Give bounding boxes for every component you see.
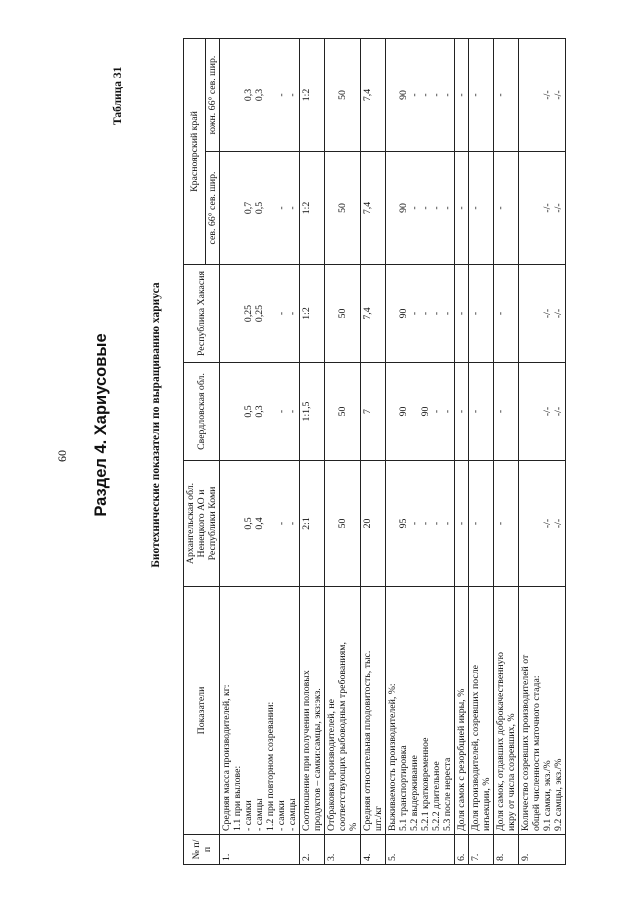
cell-line: 1.1 при вылове:: [232, 765, 243, 831]
cell-sverdlovsk: [455, 363, 469, 461]
cell-line: -: [409, 521, 420, 526]
cell-line: -: [409, 206, 420, 210]
cell-line: 2:1: [301, 517, 312, 530]
cell-line: -: [470, 311, 481, 316]
cell-khakassia: [494, 265, 519, 363]
cell-krasnoyarsk-south: [519, 39, 566, 152]
indicators-table: [183, 38, 566, 865]
cell-indicator: [220, 587, 300, 835]
cell-line: 1:1,5: [301, 401, 312, 422]
cell-line: %: [348, 822, 359, 831]
cell-line: 50: [337, 308, 348, 319]
table-row: [325, 39, 361, 865]
cell-arkhangelsk: [494, 461, 519, 587]
cell-line: -: [431, 206, 442, 210]
cell-krasnoyarsk-north: [519, 152, 566, 265]
cell-line: -: [420, 311, 431, 316]
cell-line: [520, 268, 531, 359]
cell-sverdlovsk: [300, 363, 325, 461]
cell-line: -: [409, 93, 420, 97]
cell-line: [326, 268, 337, 359]
cell-line: [265, 366, 276, 457]
cell-line: -: [470, 93, 481, 97]
cell-line: 5.1 транспортировка: [398, 745, 409, 831]
cell-line: -/-: [542, 518, 553, 529]
cell-indicator: [325, 587, 361, 835]
table-title: Биотехнические показатели по выращиванию хариуса: [150, 282, 162, 568]
cell-line: Соотношение при получении половых: [301, 670, 312, 831]
cell-indicator: [386, 587, 455, 835]
cell-line: соответствующих рыбоводным требованиям,: [337, 642, 348, 831]
cell-line: Средняя масса производителей, кг:: [221, 684, 232, 831]
cell-line: - самки: [243, 800, 254, 831]
cell-line: 1:2: [301, 307, 312, 320]
header-num: № п/п: [184, 835, 220, 865]
cell-sverdlovsk: [469, 363, 494, 461]
cell-line: -: [495, 311, 506, 316]
cell-line: -: [470, 521, 481, 526]
cell-line: [265, 155, 276, 261]
cell-krasnoyarsk-north: [386, 152, 455, 265]
cell-arkhangelsk: [220, 461, 300, 587]
header-indicator: Показатели: [184, 587, 220, 835]
cell-line: [326, 155, 337, 261]
cell-indicator: [519, 587, 566, 835]
cell-line: 7,4: [362, 201, 373, 215]
table-row: [455, 39, 469, 865]
cell-sverdlovsk: [325, 363, 361, 461]
cell-line: 0,7: [243, 201, 254, 215]
cell-line: -: [276, 409, 287, 414]
cell-line: -: [287, 311, 298, 316]
cell-number: 5.: [386, 835, 455, 865]
cell-line: -: [456, 521, 467, 526]
cell-line: -: [287, 93, 298, 97]
table-row: [300, 39, 325, 865]
cell-line: [387, 42, 398, 148]
cell-line: -/-: [553, 518, 564, 529]
cell-line: шт./кг: [373, 805, 384, 831]
cell-line: 0,3: [243, 88, 254, 102]
cell-line: - самки: [276, 800, 287, 831]
header-sverdlovsk: Свердловская обл.: [184, 363, 220, 461]
cell-arkhangelsk: [455, 461, 469, 587]
cell-line: -/-: [542, 90, 553, 100]
cell-krasnoyarsk-south: [494, 39, 519, 152]
cell-arkhangelsk: [519, 461, 566, 587]
cell-line: [520, 42, 531, 148]
cell-khakassia: [386, 265, 455, 363]
cell-sverdlovsk: [494, 363, 519, 461]
cell-line: -: [442, 311, 453, 316]
cell-line: 0,25: [254, 304, 265, 323]
cell-line: 7,4: [362, 88, 373, 102]
cell-number: 9.: [519, 835, 566, 865]
cell-line: 0,3: [254, 88, 265, 102]
cell-line: [520, 155, 531, 261]
cell-line: 0,5: [243, 405, 254, 418]
header-arkhangelsk: Архангельская обл. Ненецкого АО и Республики Коми: [184, 461, 220, 587]
cell-line: -: [276, 311, 287, 316]
cell-line: -: [456, 409, 467, 414]
cell-line: [221, 155, 232, 261]
cell-indicator: [300, 587, 325, 835]
cell-number: 3.: [325, 835, 361, 865]
cell-line: 1.2 при повторном созревании:: [265, 701, 276, 831]
cell-line: 7: [362, 409, 373, 414]
cell-line: -: [431, 311, 442, 316]
cell-line: -: [456, 93, 467, 97]
table-row: [386, 39, 455, 865]
cell-line: [232, 42, 243, 148]
cell-krasnoyarsk-south: [300, 39, 325, 152]
cell-line: [531, 155, 542, 261]
cell-khakassia: [455, 265, 469, 363]
cell-arkhangelsk: [361, 461, 386, 587]
cell-line: -: [495, 409, 506, 414]
cell-line: -: [287, 409, 298, 414]
cell-line: -: [470, 206, 481, 210]
cell-line: 0,5: [254, 201, 265, 215]
cell-line: [409, 366, 420, 457]
cell-sverdlovsk: [519, 363, 566, 461]
cell-number: 2.: [300, 835, 325, 865]
cell-khakassia: [300, 265, 325, 363]
cell-line: 0,25: [243, 304, 254, 323]
cell-line: -: [420, 521, 431, 526]
cell-line: 20: [362, 518, 373, 529]
cell-line: 50: [337, 406, 348, 417]
cell-line: -/-: [553, 90, 564, 100]
cell-line: [232, 366, 243, 457]
cell-line: 9.1 самки, экз./%: [542, 760, 553, 831]
cell-krasnoyarsk-south: [361, 39, 386, 152]
cell-line: Отбраковка производителей, не: [326, 699, 337, 831]
cell-line: -: [470, 409, 481, 414]
cell-line: -: [442, 521, 453, 526]
cell-line: - самцы: [287, 798, 298, 831]
cell-line: -: [431, 409, 442, 414]
cell-line: -: [442, 409, 453, 414]
cell-number: 4.: [361, 835, 386, 865]
cell-line: [265, 464, 276, 583]
header-krasnoyarsk-north: сев. 66° сев. шир.: [206, 152, 220, 265]
cell-line: 5.2.1 кратковременное: [420, 737, 431, 831]
cell-line: [326, 42, 337, 148]
cell-line: [326, 366, 337, 457]
cell-line: 1:2: [301, 201, 312, 215]
cell-arkhangelsk: [300, 461, 325, 587]
cell-khakassia: [361, 265, 386, 363]
cell-line: -/-: [542, 203, 553, 213]
cell-line: 50: [337, 203, 348, 213]
cell-khakassia: [469, 265, 494, 363]
header-krasnoyarsk: Красноярский край: [184, 39, 206, 265]
cell-line: [232, 268, 243, 359]
cell-indicator: [469, 587, 494, 835]
cell-line: Доля производителей, созревших после: [470, 665, 481, 831]
cell-krasnoyarsk-north: [455, 152, 469, 265]
cell-line: 90: [398, 90, 409, 100]
cell-number: 1.: [220, 835, 300, 865]
table-label: Таблица 31: [112, 66, 124, 125]
cell-line: -/-: [542, 406, 553, 417]
cell-line: Количество созревших производителей от: [520, 654, 531, 831]
cell-indicator: [361, 587, 386, 835]
cell-line: -: [409, 311, 420, 316]
cell-line: [232, 155, 243, 261]
cell-line: 0,5: [243, 517, 254, 530]
cell-line: икру от числа созревших, %: [506, 713, 517, 831]
cell-krasnoyarsk-south: [325, 39, 361, 152]
cell-line: -: [420, 93, 431, 97]
cell-line: Доля самок, отдавших доброкачественную: [495, 652, 506, 831]
cell-line: -/-: [542, 308, 553, 319]
cell-line: [221, 42, 232, 148]
cell-krasnoyarsk-south: [220, 39, 300, 152]
cell-line: -: [442, 93, 453, 97]
cell-line: 90: [398, 308, 409, 319]
cell-line: -: [442, 206, 453, 210]
cell-line: -: [456, 311, 467, 316]
cell-line: [531, 268, 542, 359]
cell-number: 7.: [469, 835, 494, 865]
cell-line: [387, 268, 398, 359]
cell-line: 90: [398, 406, 409, 417]
cell-line: [531, 42, 542, 148]
cell-line: [531, 366, 542, 457]
cell-sverdlovsk: [220, 363, 300, 461]
table-row: [361, 39, 386, 865]
cell-krasnoyarsk-north: [361, 152, 386, 265]
cell-krasnoyarsk-south: [469, 39, 494, 152]
header-krasnoyarsk-south: южн. 66° сев. шир.: [206, 39, 220, 152]
cell-krasnoyarsk-north: [494, 152, 519, 265]
cell-line: 5.2.2 длительное: [431, 761, 442, 831]
cell-line: 90: [398, 203, 409, 213]
cell-line: 7,4: [362, 307, 373, 320]
cell-line: -: [287, 206, 298, 210]
cell-line: [221, 464, 232, 583]
table-body: [220, 39, 566, 865]
cell-line: 1:2: [301, 88, 312, 102]
cell-line: [232, 464, 243, 583]
header-khakassia: Республика Хакасия: [184, 265, 220, 363]
table-row: [519, 39, 566, 865]
cell-line: 50: [337, 518, 348, 529]
cell-line: -: [420, 206, 431, 210]
cell-indicator: [494, 587, 519, 835]
cell-krasnoyarsk-north: [325, 152, 361, 265]
table-row: [469, 39, 494, 865]
cell-line: 95: [398, 518, 409, 529]
cell-line: -: [495, 206, 506, 210]
cell-line: [387, 155, 398, 261]
cell-arkhangelsk: [469, 461, 494, 587]
cell-arkhangelsk: [386, 461, 455, 587]
cell-line: -: [431, 521, 442, 526]
cell-krasnoyarsk-north: [469, 152, 494, 265]
cell-line: Выживаемость производителей, %:: [387, 683, 398, 831]
cell-sverdlovsk: [386, 363, 455, 461]
cell-line: 50: [337, 90, 348, 100]
cell-line: [265, 42, 276, 148]
cell-line: 90: [420, 406, 431, 417]
cell-line: 9.2 самцы, экз./%: [553, 758, 564, 831]
cell-line: продуктов – самки:самцы, экз:экз.: [312, 688, 323, 831]
cell-krasnoyarsk-south: [386, 39, 455, 152]
cell-khakassia: [519, 265, 566, 363]
cell-line: [531, 464, 542, 583]
cell-khakassia: [220, 265, 300, 363]
table-row: [494, 39, 519, 865]
cell-line: [221, 366, 232, 457]
cell-line: общей численности маточного стада:: [531, 675, 542, 831]
cell-line: -: [495, 93, 506, 97]
table-row: [220, 39, 300, 865]
cell-line: [221, 268, 232, 359]
cell-number: 8.: [494, 835, 519, 865]
cell-line: -/-: [553, 203, 564, 213]
cell-line: -: [276, 521, 287, 526]
cell-sverdlovsk: [361, 363, 386, 461]
cell-line: [387, 366, 398, 457]
cell-line: -: [431, 93, 442, 97]
cell-krasnoyarsk-south: [455, 39, 469, 152]
cell-line: 0,3: [254, 405, 265, 418]
cell-line: [387, 464, 398, 583]
cell-line: -: [495, 521, 506, 526]
cell-line: 5.2 выдерживание: [409, 755, 420, 831]
cell-line: -: [287, 521, 298, 526]
cell-line: -/-: [553, 406, 564, 417]
cell-arkhangelsk: [325, 461, 361, 587]
cell-krasnoyarsk-north: [220, 152, 300, 265]
cell-indicator: [455, 587, 469, 835]
cell-line: [265, 268, 276, 359]
cell-line: [520, 366, 531, 457]
cell-line: 5.3 после нереста: [442, 757, 453, 831]
cell-line: [520, 464, 531, 583]
cell-line: -: [276, 93, 287, 97]
cell-line: инъекции, %: [481, 777, 492, 831]
cell-khakassia: [325, 265, 361, 363]
cell-line: -: [276, 206, 287, 210]
cell-krasnoyarsk-north: [300, 152, 325, 265]
cell-line: [326, 464, 337, 583]
cell-line: -: [456, 206, 467, 210]
section-title: Раздел 4. Хариусовые: [92, 333, 110, 517]
cell-line: 0,4: [254, 517, 265, 530]
cell-line: Доля самок с резорбцией икры, %: [456, 688, 467, 831]
cell-line: Средняя относительная плодовитость, тыс.: [362, 650, 373, 831]
page-number: 60: [55, 450, 69, 462]
cell-line: -/-: [553, 308, 564, 319]
cell-number: 6.: [455, 835, 469, 865]
cell-line: - самцы: [254, 798, 265, 831]
